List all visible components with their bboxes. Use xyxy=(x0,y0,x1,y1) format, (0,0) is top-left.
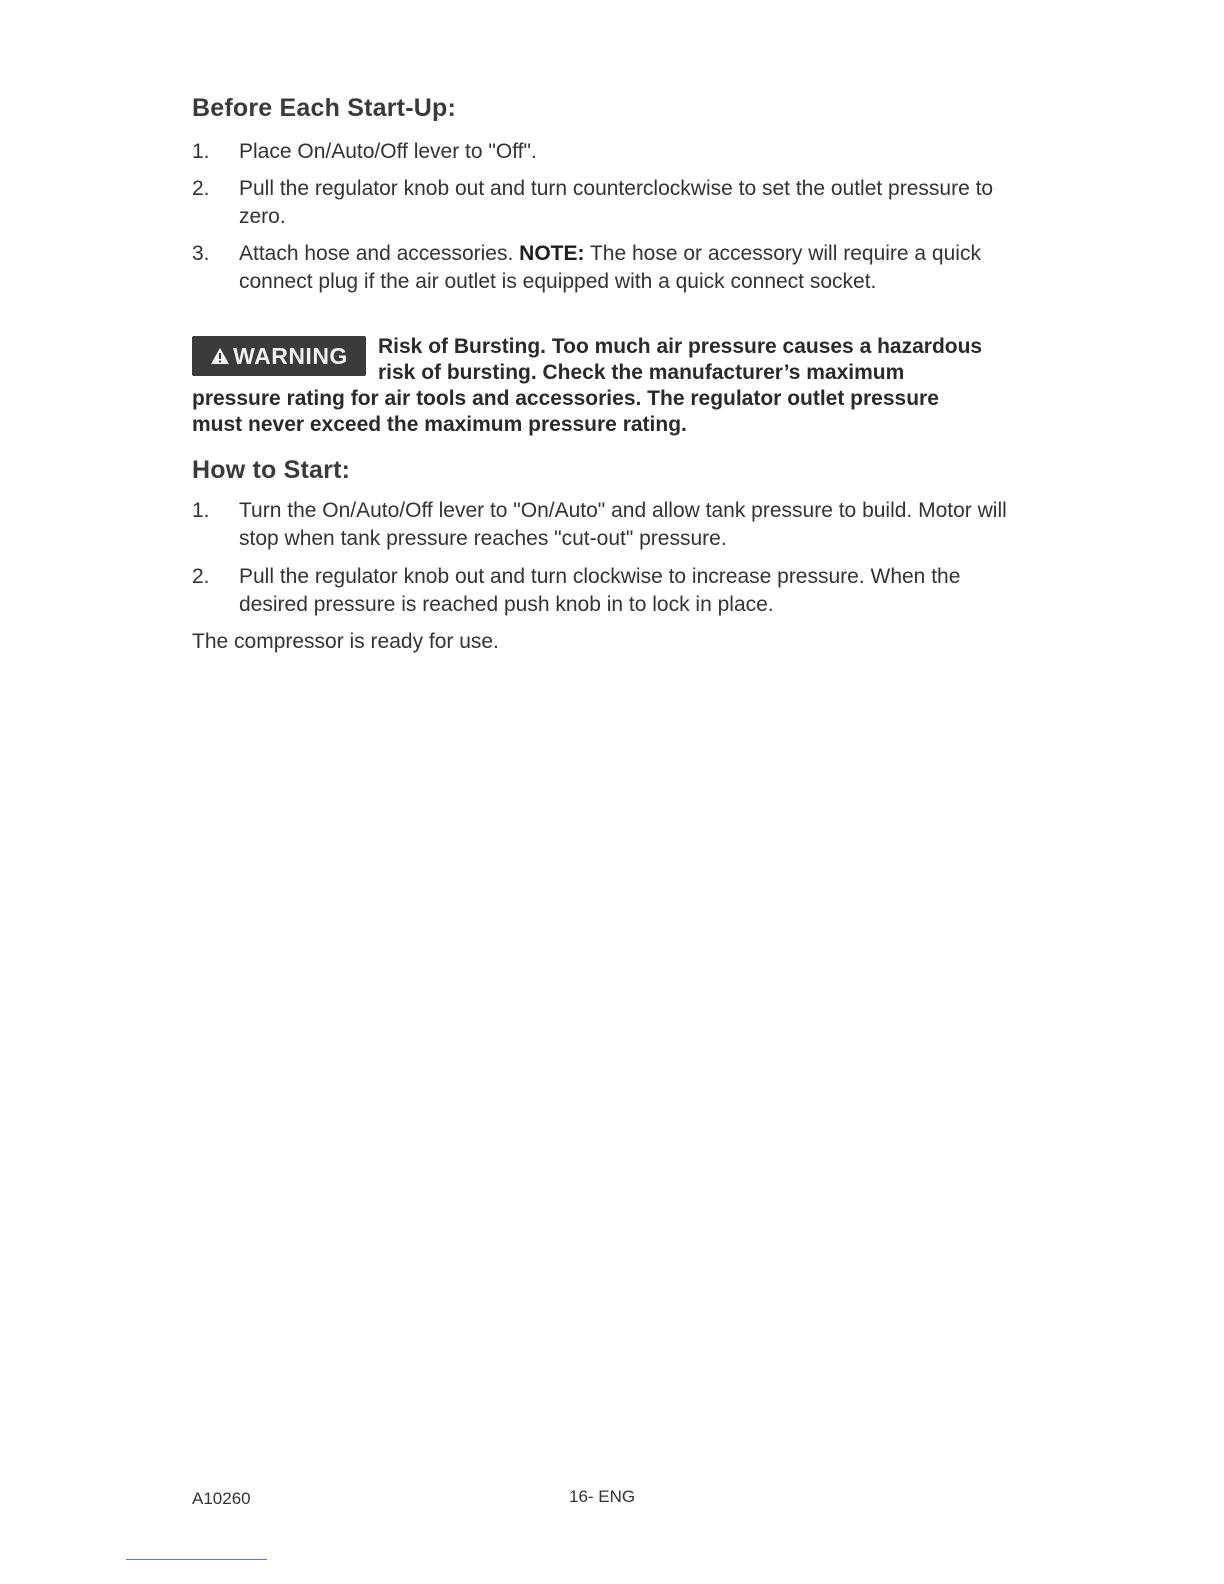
start-step-2 xyxy=(192,563,1022,619)
warning-badge xyxy=(192,336,366,376)
step-text-part: Attach hose and accessories. xyxy=(239,242,520,265)
step-text: Pull the regulator knob out and turn clockwise to increase pressure. When the desired pressure is reached push knob in to lock in place. xyxy=(239,565,961,616)
step-text: Place On/Auto/Off lever to "Off". xyxy=(239,140,537,163)
document-code: A10260 xyxy=(192,1489,251,1508)
start-step-1 xyxy=(192,497,1022,553)
step-number: 2. xyxy=(192,565,210,588)
step-number: 1. xyxy=(192,140,210,163)
note-label: NOTE: xyxy=(519,242,585,265)
how-to-start-heading: How to Start: xyxy=(192,456,351,484)
step-number: 3. xyxy=(192,242,210,265)
before-start-up-heading: Before Each Start-Up: xyxy=(192,94,456,122)
warning-text: Risk of Bursting. Too much air pressure causes a hazardous risk of bursting. Check the manufacturer’s maximum pressure rating for air tools and accessories. The regulator outlet pressure must never exceed the maximum pressure rating. xyxy=(192,335,983,436)
warning-badge-label: WARNING xyxy=(233,343,348,369)
before-step-3 xyxy=(192,240,1022,296)
page-number: 16- ENG xyxy=(569,1487,636,1506)
warning-triangle-icon xyxy=(210,347,230,365)
bursting-warning xyxy=(192,334,992,438)
step-text-part: The hose or accessory will require a quick connect plug if the air outlet is equipped with a quick connect socket. xyxy=(239,242,981,293)
step-number: 2. xyxy=(192,177,210,200)
step-text: Turn the On/Auto/Off lever to "On/Auto" and allow tank pressure to build. Motor will stop when tank pressure reaches "cut-out" pressure. xyxy=(239,499,1007,550)
step-text: Pull the regulator knob out and turn counterclockwise to set the outlet pressure to zero. xyxy=(239,177,994,228)
ready-for-use-text: The compressor is ready for use. xyxy=(192,630,499,653)
before-step-2 xyxy=(192,175,1022,231)
step-number: 1. xyxy=(192,499,210,522)
step-text xyxy=(239,240,1022,296)
footer-rule xyxy=(126,1559,267,1560)
before-step-1 xyxy=(192,138,1022,166)
